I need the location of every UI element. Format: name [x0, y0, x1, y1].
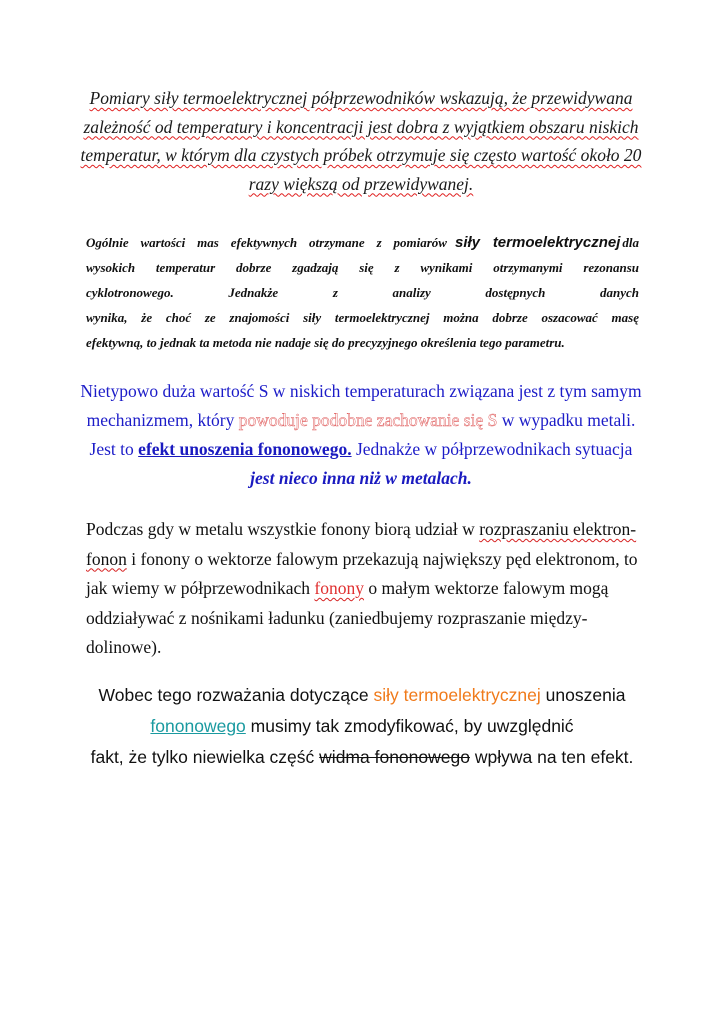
paragraph-2-text-c: dla	[622, 235, 639, 250]
paragraph-4-text-3: o małym wektorze falowym mogą oddziaływać z nośnikami ładunku (zaniedbujemy rozpraszanie między-dolinowe).	[86, 578, 609, 657]
paragraph-2-emphasis: siły termoelektrycznej	[454, 234, 621, 251]
paragraph-2-line-3: cyklotronowego. Jednakże z analizy dostępnych danych	[86, 285, 639, 300]
paragraph-5-text-5: wpływa na ten efekt.	[474, 747, 634, 767]
paragraph-4-text-1: Podczas gdy w metalu wszystkie fonony biorą udział w	[86, 519, 475, 539]
paragraph-4	[86, 515, 642, 663]
paragraph-4-red-term: fonony	[314, 578, 364, 598]
paragraph-2-line-2: wysokich temperatur dobrze zgadzają się z wynikami otrzymanymi rezonansu	[86, 260, 639, 275]
paragraph-3-text-2: w wypadku metali.	[501, 410, 636, 430]
paragraph-2-line-5: efektywną, to jednak ta metoda nie nadaje się do precyzyjnego określenia tego parametru.	[86, 335, 565, 350]
paragraph-5-text-1: Wobec tego rozważania dotyczące	[98, 685, 369, 705]
paragraph-5-text-4: fakt, że tylko niewielka część	[90, 747, 315, 767]
paragraph-3-text-1: Nietypowo duża wartość S w niskich temperaturach związana jest z tym samym mechanizmem, który	[80, 381, 642, 430]
paragraph-3-underlined-term: efekt unoszenia fononowego.	[138, 439, 352, 459]
paragraph-5-text-3: musimy tak zmodyfikować, by uwzględnić	[250, 716, 574, 736]
paragraph-5-teal-term: fononowego	[150, 716, 246, 736]
paragraph-3-text-4: Jednakże w półprzewodnikach sytuacja	[355, 439, 633, 459]
paragraph-2-text-a: Ogólnie wartości mas efektywnych otrzymane z pomiarów	[86, 235, 447, 250]
paragraph-2-line-4: wynika, że choć ze znajomości siły termoelektrycznej można dobrze oszacować masę	[86, 310, 639, 325]
paragraph-2-line-1	[86, 230, 639, 255]
paragraph-1-text: Pomiary siły termoelektrycznej półprzewodników wskazują, że przewidywana zależność od temperatury i koncentracji jest dobra z wyjątkiem obszaru niskich temperatur, w którym dla czystych próbek otrzymuje się często wartość około 20 razy większą od przewidywanej.	[80, 88, 642, 194]
paragraph-4-text-2: i fonony o wektorze falowym przekazują największy pęd elektronom, to jak wiemy w półprzewodnikach	[86, 548, 638, 598]
paragraph-5-strikethrough-term: widma fononowego	[319, 747, 470, 767]
paragraph-5-orange-term: siły termoelektrycznej	[373, 685, 541, 705]
paragraph-3	[80, 377, 642, 493]
paragraph-2	[86, 230, 639, 355]
paragraph-3-outlined-text: powoduje podobne zachowanie się S	[238, 410, 498, 430]
paragraph-3-emphasis: jest nieco inna niż w metalach.	[250, 468, 472, 488]
paragraph-5-text-2: unoszenia	[545, 685, 626, 705]
paragraph-1	[80, 84, 642, 198]
paragraph-4-spellcheck-term: rozpraszaniu elektron-fonon	[86, 519, 637, 569]
paragraph-5	[80, 680, 644, 773]
paragraph-3-text-3: Jest to	[89, 439, 134, 459]
